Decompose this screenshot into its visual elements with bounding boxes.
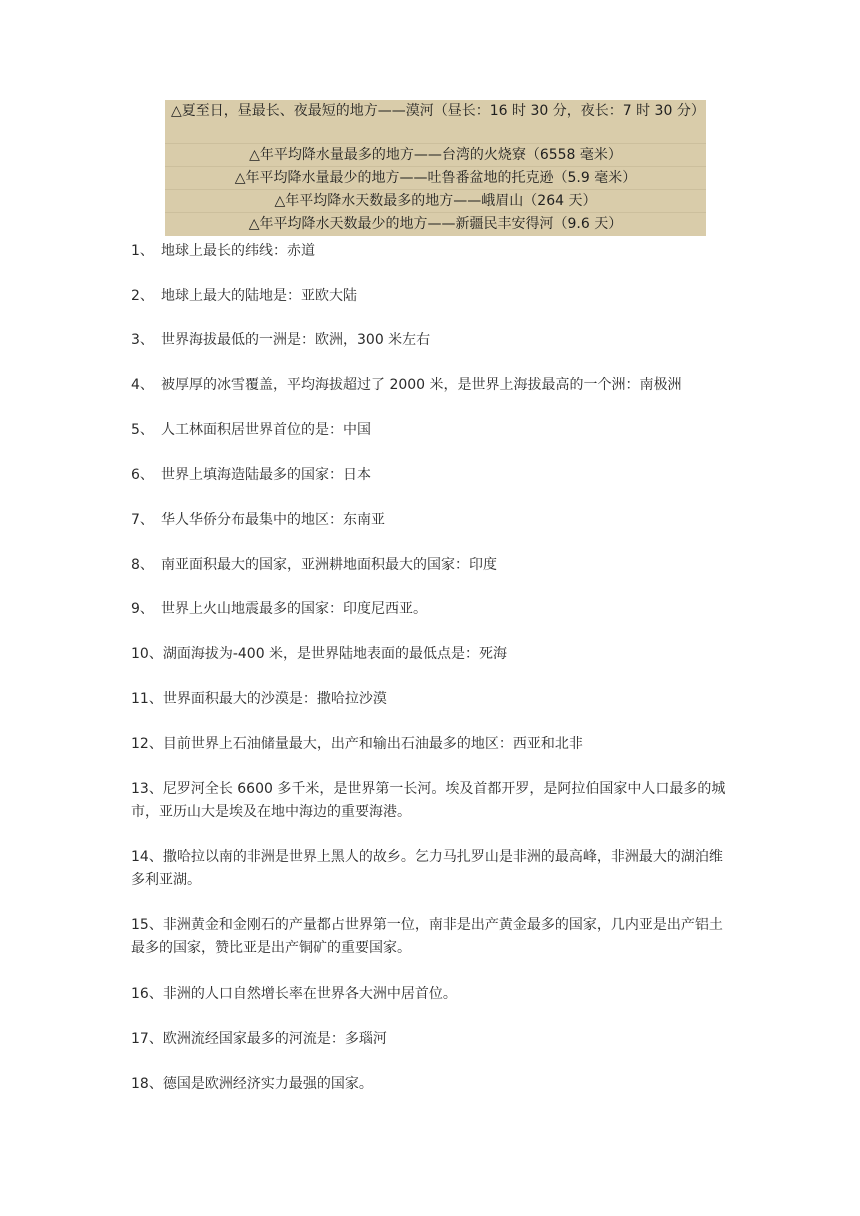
item-text: 世界上填海造陆最多的国家：日本 xyxy=(161,467,371,483)
item-index: 7、 xyxy=(131,512,154,528)
list-item xyxy=(131,464,371,487)
item-text: 世界上火山地震最多的国家：印度尼西亚。 xyxy=(161,601,427,617)
item-index: 14、 xyxy=(131,849,163,865)
item-index: 9、 xyxy=(131,601,154,617)
list-item xyxy=(131,914,731,960)
item-index: 2、 xyxy=(131,288,154,304)
list-item xyxy=(131,554,497,577)
item-index: 16、 xyxy=(131,986,163,1002)
item-text: 撒哈拉以南的非洲是世界上黑人的故乡。乞力马扎罗山是非洲的最高峰，非洲最大的湖泊维多利亚湖。 xyxy=(131,849,723,888)
table-row: △夏至日，昼最长、夜最短的地方——漠河（昼长：16 时 30 分，夜长：7 时 30 分） xyxy=(165,100,706,144)
table-row: △年平均降水量最多的地方——台湾的火烧寮（6558 毫米） xyxy=(165,144,706,167)
list-item xyxy=(131,374,751,397)
list-item xyxy=(131,419,371,442)
table-row: △年平均降水天数最多的地方——峨眉山（264 天） xyxy=(165,190,706,213)
item-text: 世界面积最大的沙漠是：撒哈拉沙漠 xyxy=(162,691,387,707)
item-text: 欧洲流经国家最多的河流是：多瑙河 xyxy=(162,1031,387,1047)
item-index: 8、 xyxy=(131,557,154,573)
item-index: 13、 xyxy=(131,781,163,797)
item-index: 11、 xyxy=(131,691,163,707)
list-item xyxy=(131,240,315,263)
list-item xyxy=(131,598,427,621)
extremes-table xyxy=(165,100,706,236)
item-text: 目前世界上石油储量最大，出产和输出石油最多的地区：西亚和北非 xyxy=(162,736,583,752)
item-text: 南亚面积最大的国家，亚洲耕地面积最大的国家：印度 xyxy=(161,557,497,573)
item-text: 德国是欧洲经济实力最强的国家。 xyxy=(162,1076,373,1092)
item-index: 15、 xyxy=(131,917,163,933)
list-item xyxy=(131,733,583,756)
item-text: 世界海拔最低的一洲是：欧洲，300 米左右 xyxy=(161,332,431,348)
item-text: 地球上最大的陆地是：亚欧大陆 xyxy=(161,288,357,304)
list-item xyxy=(131,1028,387,1051)
item-text: 地球上最长的纬线：赤道 xyxy=(161,243,315,259)
item-text: 尼罗河全长 6600 多千米，是世界第一长河。埃及首都开罗，是阿拉伯国家中人口最多的城市，亚历山大是埃及在地中海边的重要海港。 xyxy=(131,781,726,820)
item-text: 湖面海拔为-400 米，是世界陆地表面的最低点是：死海 xyxy=(162,646,508,662)
item-index: 3、 xyxy=(131,332,154,348)
item-index: 12、 xyxy=(131,736,163,752)
table-row: △年平均降水天数最少的地方——新疆民丰安得河（9.6 天） xyxy=(248,216,623,232)
item-text: 非洲黄金和金刚石的产量都占世界第一位，南非是出产黄金最多的国家，几内亚是出产铝土最多的国家，赞比亚是出产铜矿的重要国家。 xyxy=(131,917,723,956)
item-index: 17、 xyxy=(131,1031,163,1047)
item-text: 华人华侨分布最集中的地区：东南亚 xyxy=(161,512,385,528)
item-index: 6、 xyxy=(131,467,154,483)
list-item xyxy=(131,329,430,352)
item-text: 人工林面积居世界首位的是：中国 xyxy=(161,422,371,438)
list-item xyxy=(131,778,731,824)
list-item xyxy=(131,509,385,532)
item-text: 非洲的人口自然增长率在世界各大洲中居首位。 xyxy=(162,986,457,1002)
item-index: 5、 xyxy=(131,422,154,438)
list-item xyxy=(131,688,387,711)
item-index: 18、 xyxy=(131,1076,163,1092)
item-text: 被厚厚的冰雪覆盖，平均海拔超过了 2000 米，是世界上海拔最高的一个洲：南极洲 xyxy=(161,377,682,393)
item-index: 4、 xyxy=(131,377,154,393)
table-row: △年平均降水量最少的地方——吐鲁番盆地的托克逊（5.9 毫米） xyxy=(165,167,706,190)
list-item xyxy=(131,846,731,892)
item-index: 10、 xyxy=(131,646,163,662)
list-item xyxy=(131,983,457,1006)
item-index: 1、 xyxy=(131,243,154,259)
list-item xyxy=(131,285,357,308)
list-item xyxy=(131,1073,373,1096)
list-item xyxy=(131,643,507,666)
